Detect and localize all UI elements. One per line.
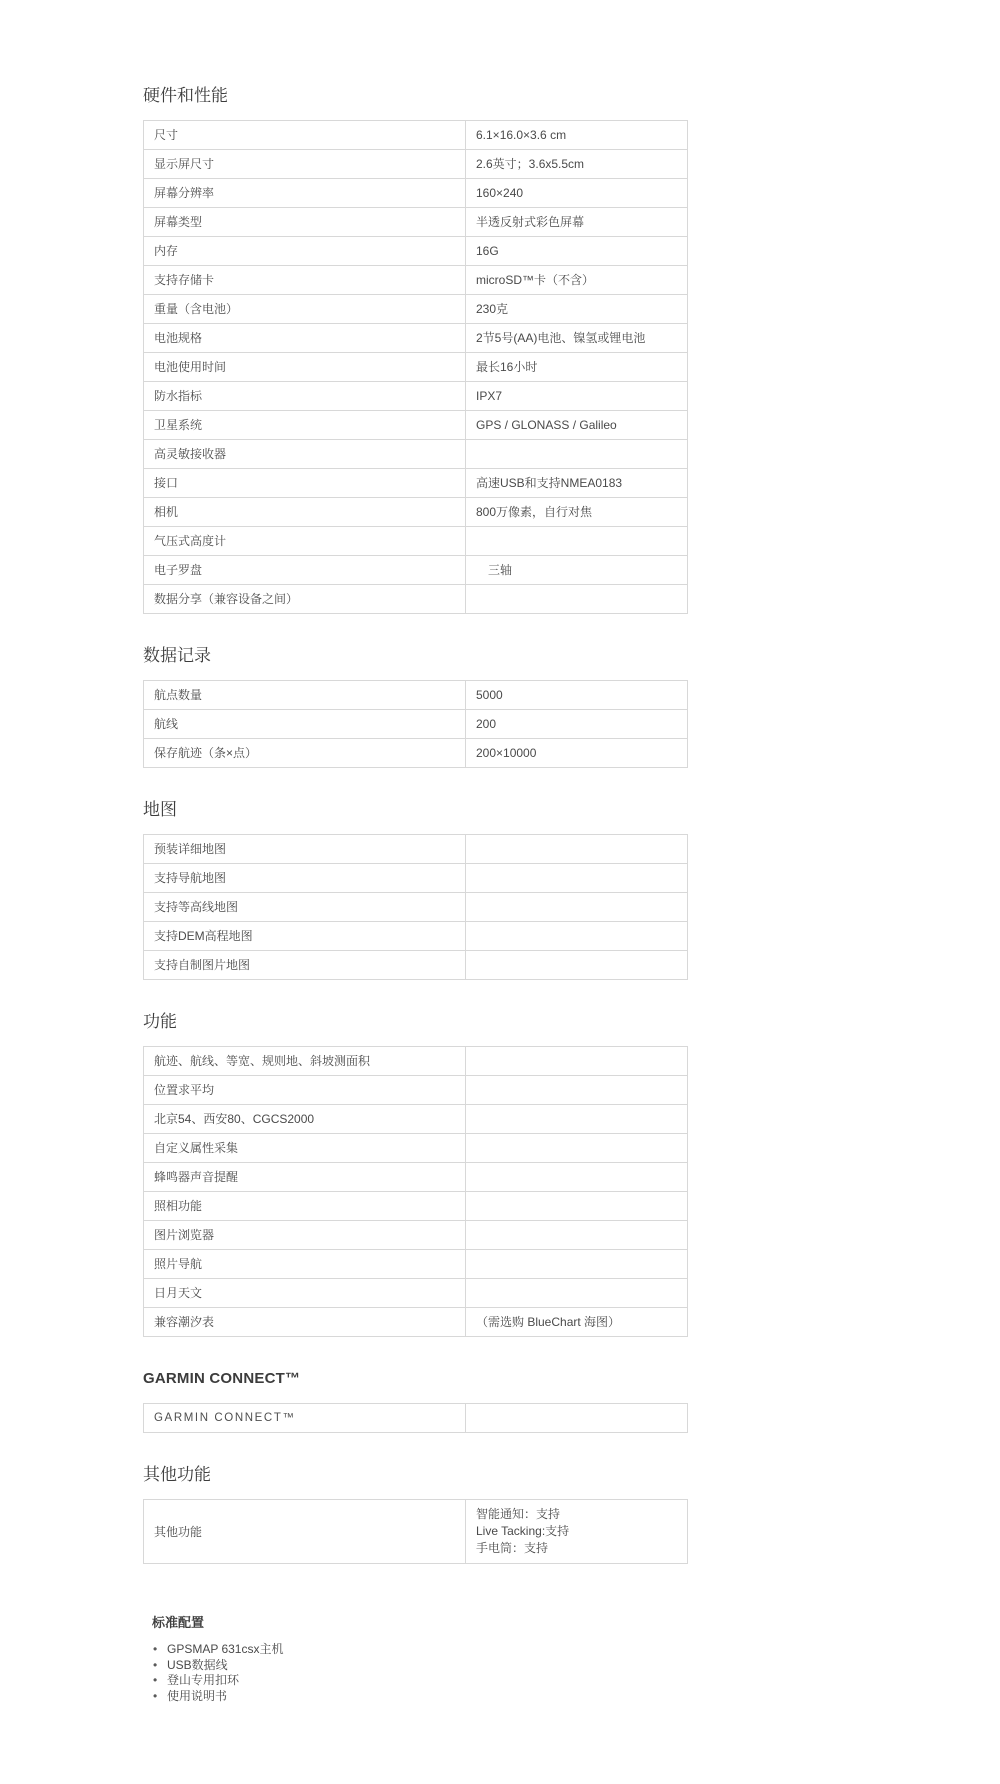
spec-row [144,469,688,498]
spec-row [144,864,688,893]
spec-row-label: 显示屏尺寸 [144,150,466,179]
spec-row [144,1250,688,1279]
spec-row [144,1134,688,1163]
spec-row-value [466,1279,688,1308]
standard-package-title: 标准配置 [152,1615,205,1630]
spec-row-value [466,1047,688,1076]
spec-row [144,710,688,739]
spec-row-label: 自定义属性采集 [144,1134,466,1163]
other-features-spec-table [143,1499,688,1564]
spec-row-label: 保存航迹（条×点） [144,739,466,768]
spec-row-label: GARMIN CONNECT™ [144,1404,466,1433]
spec-row [144,1404,688,1433]
spec-row-label: 支持自制图片地图 [144,951,466,980]
spec-row-value [466,893,688,922]
data-recording-spec-table [143,680,688,768]
spec-row [144,922,688,951]
section-maps [143,798,688,980]
spec-row [144,681,688,710]
spec-row-label: 照片导航 [144,1250,466,1279]
spec-row [144,585,688,614]
spec-row-value [466,1076,688,1105]
spec-row-label: 照相功能 [144,1192,466,1221]
spec-row-value [466,1163,688,1192]
package-item: • GPSMAP 631csx主机 [152,1642,688,1658]
spec-row-label: 日月天文 [144,1279,466,1308]
spec-row-label: 屏幕类型 [144,208,466,237]
spec-row-label: 防水指标 [144,382,466,411]
spec-row [144,121,688,150]
spec-row-value [466,1404,688,1433]
spec-row-value [466,1134,688,1163]
spec-row [144,324,688,353]
spec-row-value: IPX7 [466,382,688,411]
spec-row [144,498,688,527]
spec-row-value [466,1500,688,1564]
spec-row-value: 200 [466,710,688,739]
spec-row-value: 三轴 [466,556,688,585]
standard-package-block [143,1612,688,1704]
spec-row-label: 兼容潮汐表 [144,1308,466,1337]
spec-row-label: 气压式高度计 [144,527,466,556]
spec-row [144,295,688,324]
spec-row-value [466,1105,688,1134]
spec-content [143,84,688,1704]
spec-row-value: （需选购 BlueChart 海图） [466,1308,688,1337]
spec-row-label: 电池使用时间 [144,353,466,382]
spec-row-label: 电子罗盘 [144,556,466,585]
spec-row-label: 航迹、航线、等宽、规则地、斜坡测面积 [144,1047,466,1076]
section-other-features [143,1463,688,1564]
spec-row-label: 屏幕分辨率 [144,179,466,208]
spec-row-label: 支持存储卡 [144,266,466,295]
spec-row-label: 电池规格 [144,324,466,353]
spec-row-value: 2节5号(AA)电池、镍氢或锂电池 [466,324,688,353]
spec-row [144,1105,688,1134]
spec-row [144,1163,688,1192]
spec-row-value [466,440,688,469]
spec-row-label: 航点数量 [144,681,466,710]
spec-row-value: 6.1×16.0×3.6 cm [466,121,688,150]
spec-row-label: 重量（含电池） [144,295,466,324]
section-title-other-features: 其他功能 [143,1465,211,1484]
spec-row-value: 高速USB和支持NMEA0183 [466,469,688,498]
spec-row [144,1279,688,1308]
spec-value-line: 智能通知：支持 [476,1507,561,1521]
spec-row-value: 5000 [466,681,688,710]
spec-row-label: 接口 [144,469,466,498]
spec-row-value [466,922,688,951]
spec-row-label: 其他功能 [144,1500,466,1564]
spec-row [144,208,688,237]
spec-row-value [466,527,688,556]
spec-row-label: 高灵敏接收器 [144,440,466,469]
spec-row-value: 230克 [466,295,688,324]
section-title-maps: 地图 [143,800,177,819]
spec-row-label: 图片浏览器 [144,1221,466,1250]
package-item: • 使用说明书 [152,1689,688,1705]
spec-row-value: 16G [466,237,688,266]
spec-row-label: 支持导航地图 [144,864,466,893]
spec-row-value: 半透反射式彩色屏幕 [466,208,688,237]
spec-row-label: 北京54、西安80、CGCS2000 [144,1105,466,1134]
spec-value-line: 手电筒：支持 [476,1541,549,1555]
spec-row-value [466,1221,688,1250]
standard-package-list [152,1642,688,1704]
spec-row-value: 2.6英寸；3.6x5.5cm [466,150,688,179]
spec-row [144,179,688,208]
features-spec-table [143,1046,688,1337]
spec-value-line: Live Tacking:支持 [476,1524,570,1538]
spec-row [144,411,688,440]
spec-row-label: 支持等高线地图 [144,893,466,922]
spec-row-value [466,864,688,893]
section-features [143,1010,688,1337]
spec-row [144,150,688,179]
spec-row [144,1500,688,1564]
maps-spec-table [143,834,688,980]
spec-row [144,893,688,922]
spec-row [144,266,688,295]
spec-row [144,237,688,266]
spec-row-value: 160×240 [466,179,688,208]
spec-row [144,951,688,980]
package-item: • 登山专用扣环 [152,1673,688,1689]
section-title-hardware: 硬件和性能 [143,86,228,105]
spec-row-value [466,1192,688,1221]
spec-row [144,353,688,382]
spec-row-label: 尺寸 [144,121,466,150]
section-data-recording [143,644,688,768]
spec-row-value: 最长16小时 [466,353,688,382]
spec-row [144,1308,688,1337]
hardware-spec-table [143,120,688,614]
spec-row-value [466,835,688,864]
spec-row [144,739,688,768]
spec-row [144,1221,688,1250]
spec-row-label: 位置求平均 [144,1076,466,1105]
section-title-garmin-connect: GARMIN CONNECT™ [143,1370,301,1387]
spec-row-value: 800万像素，自行对焦 [466,498,688,527]
spec-row-value: 200×10000 [466,739,688,768]
spec-row [144,1076,688,1105]
spec-row-value: microSD™卡（不含） [466,266,688,295]
spec-row [144,835,688,864]
section-title-features: 功能 [143,1012,177,1031]
spec-row [144,1047,688,1076]
spec-row [144,1192,688,1221]
spec-row [144,382,688,411]
garmin-connect-spec-table [143,1403,688,1433]
spec-row [144,527,688,556]
spec-row-value [466,585,688,614]
spec-row-label: 相机 [144,498,466,527]
spec-row-label: 预装详细地图 [144,835,466,864]
spec-row-value [466,951,688,980]
spec-row-value [466,1250,688,1279]
section-hardware [143,84,688,614]
spec-row-label: 卫星系统 [144,411,466,440]
spec-row-label: 蜂鸣器声音提醒 [144,1163,466,1192]
section-title-data-recording: 数据记录 [143,646,211,665]
spec-row-label: 内存 [144,237,466,266]
spec-row-label: 航线 [144,710,466,739]
spec-row [144,556,688,585]
spec-row-value: GPS / GLONASS / Galileo [466,411,688,440]
spec-row-label: 数据分享（兼容设备之间） [144,585,466,614]
spec-row [144,440,688,469]
spec-row-label: 支持DEM高程地图 [144,922,466,951]
section-garmin-connect [143,1367,688,1433]
package-item: • USB数据线 [152,1658,688,1674]
